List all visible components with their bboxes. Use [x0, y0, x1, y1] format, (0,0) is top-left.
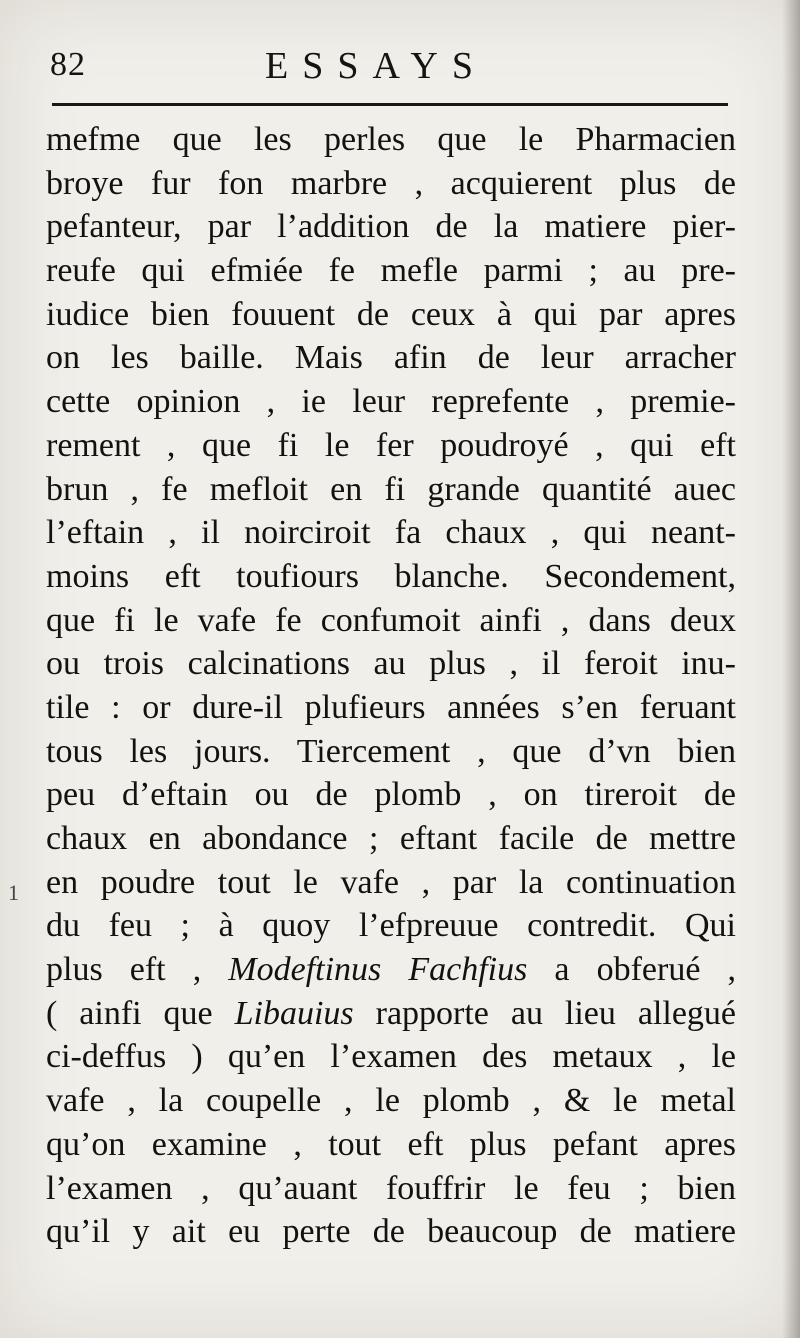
italic-name: Modeftinus Fachfius [228, 951, 528, 989]
text-segment: ( ainfi que [46, 994, 235, 1032]
text-line [46, 205, 736, 249]
text-segment: moins eft toufiours blanche. Secondement, [46, 557, 736, 595]
text-line [46, 162, 736, 206]
running-head: ESSAYS [265, 45, 488, 87]
text-segment: tile : or dure-il plufieurs années s’en feruant [46, 688, 736, 726]
text-segment: a obferué , [527, 951, 737, 989]
text-line [46, 686, 736, 730]
text-segment: chaux en abondance ; eftant facile de mettre [46, 820, 736, 857]
text-line [46, 511, 736, 555]
text-segment: pefanteur, par l’addition de la matiere pier- [46, 208, 736, 246]
text-segment: vafe , la coupelle , le plomb , & le metal [46, 1082, 736, 1120]
body-text [46, 118, 736, 1254]
text-segment: ou trois calcinations au plus , il feroit inu- [46, 645, 736, 683]
text-line [46, 817, 736, 861]
text-line [46, 249, 736, 293]
text-line [46, 118, 736, 162]
text-segment: du feu ; à quoy l’efpreuue contredit. Qui [46, 907, 736, 945]
text-line [46, 1079, 736, 1123]
page-header [50, 38, 740, 98]
text-line [46, 599, 736, 643]
text-line [46, 424, 736, 468]
text-segment: broye fur fon marbre , acquierent plus de [46, 164, 736, 202]
text-segment: on les baille. Mais afin de leur arracher [46, 339, 736, 377]
text-segment: iudice bien fouuent de ceux à qui par apres [46, 295, 736, 333]
text-line [46, 992, 736, 1036]
text-line [46, 336, 736, 380]
text-line [46, 1167, 736, 1211]
text-line [46, 293, 736, 337]
text-segment: qu’il y ait eu perte de beaucoup de matiere [46, 1213, 736, 1251]
text-line [46, 380, 736, 424]
margin-mark: 1 [8, 880, 19, 905]
text-segment: cette opinion , ie leur reprefente , premie- [46, 383, 736, 421]
text-line [46, 642, 736, 686]
text-segment: que fi le vafe fe confumoit ainfi , dans deux [46, 601, 736, 639]
text-line [46, 1210, 736, 1254]
page-edge-shadow [782, 0, 800, 1338]
text-line [46, 948, 736, 992]
text-line [46, 1035, 736, 1079]
text-line [46, 1123, 736, 1167]
text-line [46, 468, 736, 512]
text-line [46, 730, 736, 774]
text-segment: peu d’eftain ou de plomb , on tireroit de [46, 776, 736, 814]
text-segment: tous les jours. Tiercement , que d’vn bien [46, 732, 736, 770]
text-segment: rement , que fi le fer poudroyé , qui eft [46, 426, 736, 464]
text-line [46, 555, 736, 599]
text-segment: l’eftain , il noirciroit fa chaux , qui neant- [46, 514, 736, 552]
text-line [46, 861, 736, 905]
text-segment: en poudre tout le vafe , par la continuation [46, 863, 736, 901]
text-segment: ci-deffus ) qu’en l’examen des metaux , le [46, 1038, 736, 1076]
text-segment: mefme que les perles que le Pharmacien [46, 121, 736, 158]
text-line [46, 773, 736, 817]
text-segment: l’examen , qu’auant fouffrir le feu ; bien [46, 1169, 736, 1207]
page-number: 82 [50, 46, 86, 83]
text-segment: reufe qui efmiée fe mefle parmi ; au pre- [46, 252, 736, 290]
text-segment: qu’on examine , tout eft plus pefant apres [46, 1125, 736, 1163]
italic-name: Libauius [234, 994, 354, 1032]
text-segment: brun , fe mefloit en fi grande quantité auec [46, 470, 736, 508]
text-segment: rapporte au lieu allegué [353, 994, 737, 1032]
header-rule [52, 103, 728, 106]
text-segment: plus eft , [46, 951, 229, 989]
text-line [46, 904, 736, 948]
